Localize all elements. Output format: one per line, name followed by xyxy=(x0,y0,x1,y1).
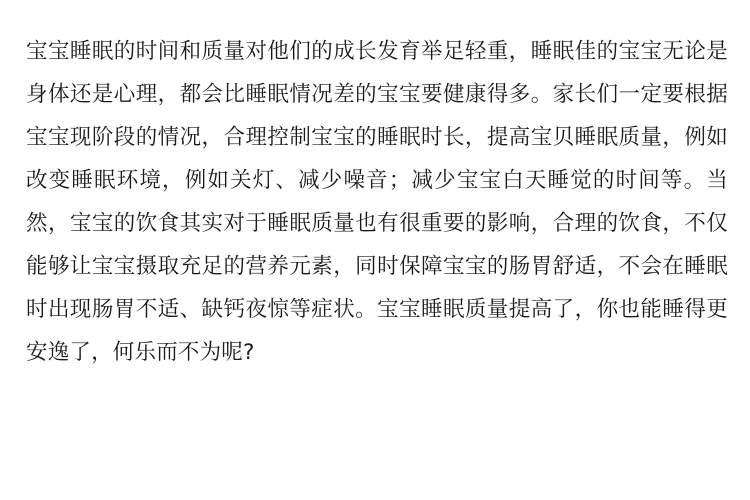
article-paragraph: 宝宝睡眠的时间和质量对他们的成长发育举足轻重，睡眠佳的宝宝无论是身体还是心理，都会比睡眠情况差的宝宝要健康得多。家长们一定要根据宝宝现阶段的情况，合理控制宝宝的睡眠时长，提高宝贝睡眠质量，例如改变睡眠环境，例如关灯、减少噪音；减少宝宝白天睡觉的时间等。当然，宝宝的饮食其实对于睡眠质量也有很重要的影响，合理的饮食，不仅能够让宝宝摄取充足的营养元素，同时保障宝宝的肠胃舒适，不会在睡眠时出现肠胃不适、缺钙夜惊等症状。宝宝睡眠质量提高了，你也能睡得更安逸了，何乐而不为呢? xyxy=(26,38,728,365)
